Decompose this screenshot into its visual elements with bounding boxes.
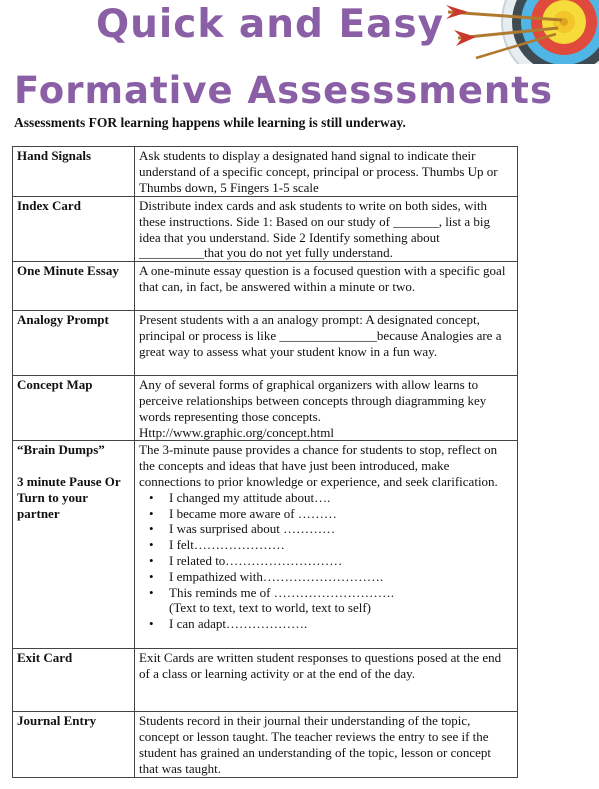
description-cell: Students record in their journal their understanding of the topic, concept or lesson taught. The teacher reviews the entry to see if the student has grained an understanding of the topic, lesson or concept that was taught. bbox=[135, 712, 518, 778]
description-cell: Exit Cards are written student responses to questions posed at the end of a class or learning activity or at the end of the day. bbox=[135, 649, 518, 712]
term-cell bbox=[13, 441, 135, 649]
prompt-note: (Text to text, text to world, text to self) bbox=[169, 600, 371, 616]
bullet-icon: • bbox=[149, 584, 154, 600]
table-row bbox=[13, 311, 518, 376]
assessment-table bbox=[12, 146, 518, 778]
term-cell: Concept Map bbox=[13, 376, 135, 441]
description-cell: Ask students to display a designated hand signal to indicate their understand of a specific concept, principal or process. Thumbs Up or Thumbs down, 5 Fingers 1-5 scale bbox=[135, 147, 518, 197]
table-row bbox=[13, 262, 518, 311]
bullet-icon: • bbox=[149, 505, 154, 521]
term-cell: Index Card bbox=[13, 197, 135, 262]
table-row bbox=[13, 649, 518, 712]
list-item: • I felt………………… bbox=[149, 537, 285, 553]
prompt-list-end bbox=[139, 616, 513, 632]
bullet-icon: • bbox=[149, 521, 154, 537]
list-item: • This reminds me of ………………………. bbox=[149, 584, 394, 600]
term-cell: Journal Entry bbox=[13, 712, 135, 778]
term-cell: Hand Signals bbox=[13, 147, 135, 197]
table-row bbox=[13, 376, 518, 441]
description-cell: A one-minute essay question is a focused question with a specific goal that can, in fact, be answered within a minute or two. bbox=[135, 262, 518, 311]
bullet-icon: • bbox=[149, 537, 154, 553]
page-title-line2: Formative Assesssments bbox=[14, 69, 553, 112]
term-cell: Exit Card bbox=[13, 649, 135, 712]
table-row bbox=[13, 712, 518, 778]
description-cell: Distribute index cards and ask students to write on both sides, with these instructions. Side 1: Based on our study of _______, list a big idea that you understand. Side 2 Identify something about __________that you do not yet fully understand. bbox=[135, 197, 518, 262]
archery-target-icon bbox=[446, 0, 599, 64]
list-item: • I became more aware of ……… bbox=[149, 505, 337, 521]
table-row bbox=[13, 441, 518, 649]
term-cell: One Minute Essay bbox=[13, 262, 135, 311]
list-item: • I changed my attitude about…. bbox=[149, 489, 331, 505]
bullet-icon: • bbox=[149, 489, 154, 505]
description-cell bbox=[135, 441, 518, 649]
term-label: “Brain Dumps” bbox=[17, 442, 105, 458]
description-text: The 3-minute pause provides a chance for students to stop, reflect on the concepts and ideas that have just been introduced, make connections to prior knowledge or experience, and seek clarification. bbox=[139, 442, 498, 489]
term-cell: Analogy Prompt bbox=[13, 311, 135, 376]
bullet-icon: • bbox=[149, 568, 154, 584]
list-item: • I related to……………………… bbox=[149, 552, 343, 568]
bullet-icon: • bbox=[149, 552, 154, 568]
list-item: • I empathized with………………………. bbox=[149, 568, 384, 584]
list-item: • I can adapt………………. bbox=[149, 616, 308, 632]
table-row bbox=[13, 147, 518, 197]
page-title-line1: Quick and Easy bbox=[96, 2, 445, 47]
description-cell: Present students with a an analogy prompt: A designated concept, principal or process is like _______________because Analogies are a great way to assess what your student know in a fun way. bbox=[135, 311, 518, 376]
page-subtitle: Assessments FOR learning happens while learning is still underway. bbox=[14, 115, 406, 130]
list-item: • I was surprised about ………… bbox=[149, 521, 336, 537]
table-row bbox=[13, 197, 518, 262]
description-cell: Any of several forms of graphical organizers with allow learns to perceive relationships between concepts through diagramming key words representing those concepts. Http://www.graphic.org/concept.html bbox=[135, 376, 518, 441]
bullet-icon: • bbox=[149, 616, 154, 632]
term-sublabel: 3 minute Pause Or Turn to your partner bbox=[17, 474, 121, 521]
prompt-list bbox=[139, 490, 513, 601]
